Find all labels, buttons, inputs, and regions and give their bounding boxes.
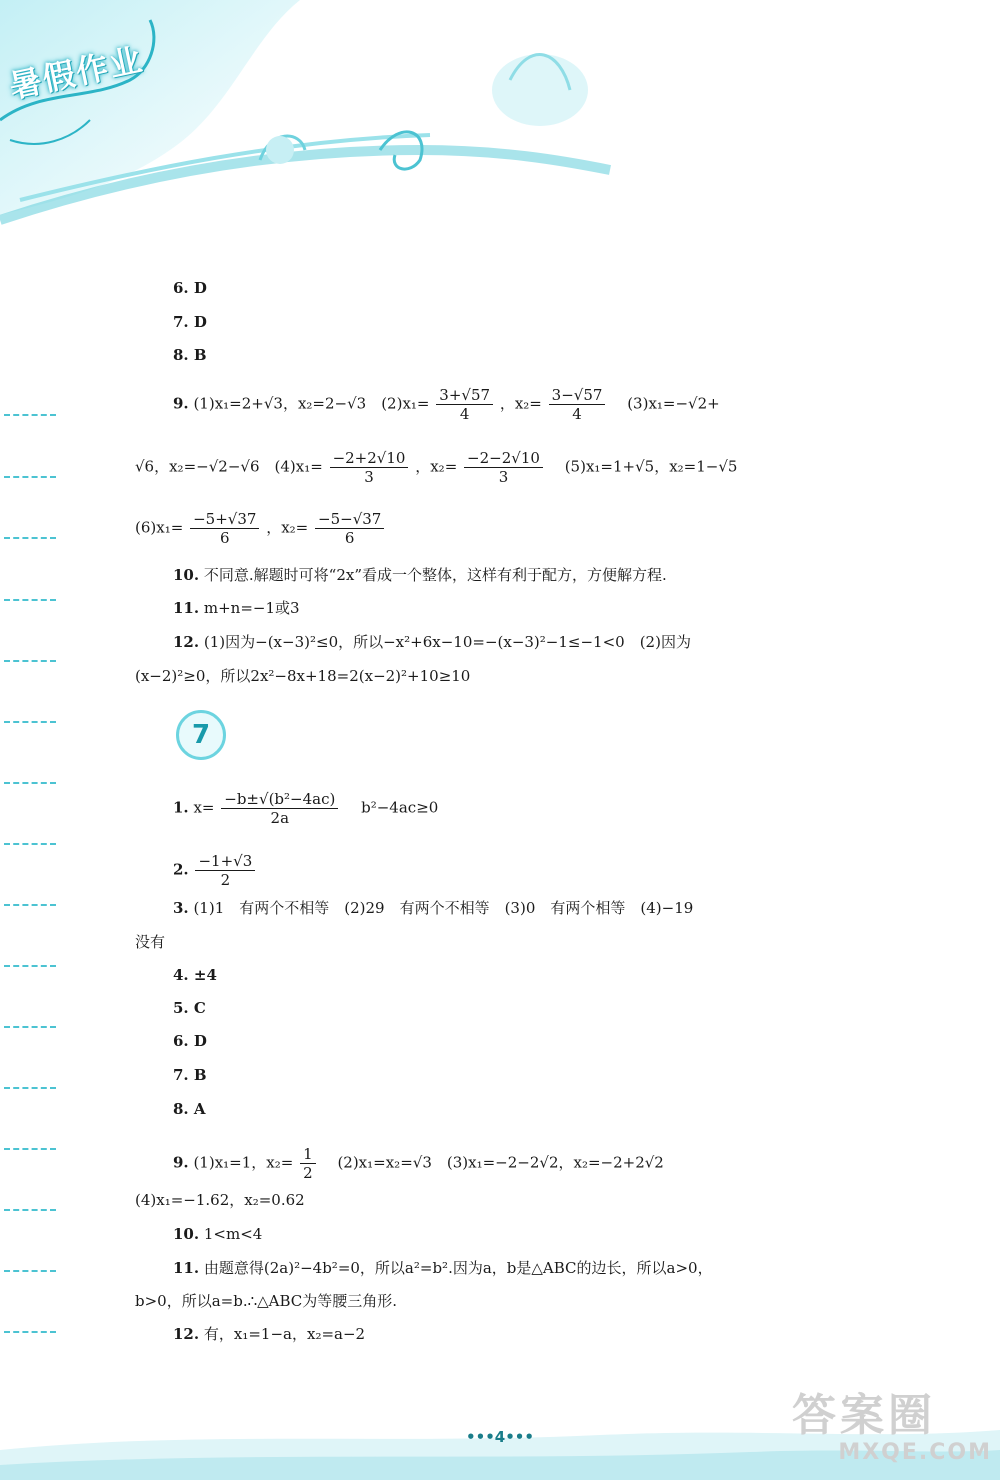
denominator: 6 xyxy=(344,529,355,547)
margin-dash xyxy=(4,1026,56,1028)
math-text: (1)x₁=2+√3，x₂=2−√3 (2)x₁= xyxy=(193,394,430,413)
answer-b3-line1 xyxy=(173,898,693,918)
fraction xyxy=(190,510,259,547)
answer-12-line2: (x−2)²≥0，所以2x²−8x+18=2(x−2)²+10≥10 xyxy=(135,667,471,685)
denominator: 2 xyxy=(220,871,231,889)
question-number: 11. xyxy=(173,599,200,617)
question-number: 11. xyxy=(173,1259,200,1277)
answer-text: m+n=−1或3 xyxy=(203,599,300,617)
answer-b8: 8. A xyxy=(173,1100,206,1118)
fraction xyxy=(464,449,543,486)
answer-b1 xyxy=(173,790,438,827)
answer-b10 xyxy=(173,1224,262,1244)
denominator: 3 xyxy=(498,468,509,486)
watermark-logo: 答案圈 xyxy=(792,1390,936,1441)
answer-text: 1<m<4 xyxy=(203,1225,263,1243)
answer-b4: 4. ±4 xyxy=(173,966,217,984)
math-text: ，x₂= xyxy=(415,457,458,476)
math-text: (5)x₁=1+√5，x₂=1−√5 xyxy=(549,457,738,476)
answer-8: 8. B xyxy=(173,346,207,364)
question-number: 10. xyxy=(173,1225,200,1243)
numerator: −2−2√10 xyxy=(464,449,543,468)
numerator: 3+√57 xyxy=(436,386,493,405)
margin-dash xyxy=(4,1148,56,1150)
math-text: b²−4ac≥0 xyxy=(361,798,439,817)
fraction xyxy=(315,510,384,547)
fraction xyxy=(330,449,409,486)
answer-b12 xyxy=(173,1324,365,1344)
answer-b9-line2: (4)x₁=−1.62，x₂=0.62 xyxy=(135,1191,305,1209)
answer-text: 有，x₁=1−a，x₂=a−2 xyxy=(203,1325,366,1343)
math-text: (1)x₁=1，x₂= xyxy=(193,1153,294,1172)
section-number-badge: 7 xyxy=(176,710,226,760)
margin-dash xyxy=(4,1331,56,1333)
margin-dash xyxy=(4,476,56,478)
margin-dash xyxy=(4,843,56,845)
question-number: 9. xyxy=(173,394,189,413)
margin-dash xyxy=(4,599,56,601)
answer-9-line3 xyxy=(135,510,386,547)
denominator: 3 xyxy=(364,468,374,486)
answer-text: 不同意.解题时可将“2x”看成一个整体，这样有利于配方，方便解方程. xyxy=(203,566,667,584)
answer-11 xyxy=(173,598,300,618)
margin-dash xyxy=(4,537,56,539)
question-number: 1. xyxy=(173,798,189,817)
answer-b5: 5. C xyxy=(173,999,206,1017)
denominator: 6 xyxy=(219,529,230,547)
header-banner xyxy=(0,0,620,230)
answer-b11-line1 xyxy=(173,1258,713,1278)
answer-text: (1)1 有两个不相等 (2)29 有两个不相等 (3)0 有两个相等 (4)−19 xyxy=(193,899,694,917)
answer-text: (1)因为−(x−3)²≤0，所以−x²+6x−10=−(x−3)²−1≤−1<0 (2)因为 xyxy=(203,633,691,651)
math-text: √6，x₂=−√2−√6 (4)x₁= xyxy=(135,457,323,476)
math-text: x= xyxy=(193,798,215,817)
fraction xyxy=(549,386,606,423)
margin-dash xyxy=(4,721,56,723)
page-number: •••4••• xyxy=(466,1428,534,1446)
answer-6: 6. D xyxy=(173,279,207,297)
fraction xyxy=(195,852,255,889)
question-number: 12. xyxy=(173,633,200,651)
margin-dash xyxy=(4,660,56,662)
answer-10 xyxy=(173,565,667,585)
numerator: 1 xyxy=(300,1145,316,1164)
denominator: 2a xyxy=(270,809,290,827)
question-number: 10. xyxy=(173,566,200,584)
numerator: −5+√37 xyxy=(190,510,259,529)
answer-9-line1 xyxy=(173,386,720,423)
margin-dash xyxy=(4,965,56,967)
banner-title: 暑假作业 xyxy=(5,40,147,106)
fraction xyxy=(221,790,338,827)
denominator: 2 xyxy=(303,1164,313,1182)
margin-dash xyxy=(4,1087,56,1089)
answer-b7: 7. B xyxy=(173,1066,207,1084)
numerator: 3−√57 xyxy=(549,386,606,405)
numerator: −2+2√10 xyxy=(330,449,409,468)
numerator: −1+√3 xyxy=(195,852,255,871)
answer-9-line2 xyxy=(135,449,737,486)
floral-decoration xyxy=(0,0,620,230)
answer-b6: 6. D xyxy=(173,1032,207,1050)
question-number: 12. xyxy=(173,1325,200,1343)
answer-b2 xyxy=(173,852,257,889)
margin-dash xyxy=(4,1270,56,1272)
math-text: ，x₂= xyxy=(266,518,309,537)
answer-b11-line2: b>0，所以a=b.∴△ABC为等腰三角形. xyxy=(135,1292,398,1310)
denominator: 4 xyxy=(459,405,470,423)
math-text: (3)x₁=−√2+ xyxy=(612,394,720,413)
math-text: (2)x₁=x₂=√3 (3)x₁=−2−2√2，x₂=−2+2√2 xyxy=(322,1153,664,1172)
margin-dash xyxy=(4,1209,56,1211)
math-text: ，x₂= xyxy=(499,394,542,413)
question-number: 9. xyxy=(173,1153,189,1172)
margin-dash xyxy=(4,782,56,784)
question-number: 2. xyxy=(173,860,189,879)
answer-b3-line2: 没有 xyxy=(135,933,166,951)
fraction xyxy=(300,1145,316,1182)
question-number: 3. xyxy=(173,899,189,917)
denominator: 4 xyxy=(572,405,582,423)
numerator: −b±√(b²−4ac) xyxy=(221,790,338,809)
answer-b9-line1 xyxy=(173,1145,664,1182)
fraction xyxy=(436,386,493,423)
margin-dash xyxy=(4,414,56,416)
answer-12-line1 xyxy=(173,632,691,652)
watermark-url: MXQE.COM xyxy=(838,1440,992,1465)
numerator: −5−√37 xyxy=(315,510,384,529)
answer-text: 由题意得(2a)²−4b²=0，所以a²=b².因为a，b是△ABC的边长，所以a>0， xyxy=(203,1259,713,1277)
answer-7: 7. D xyxy=(173,313,207,331)
site-watermark xyxy=(792,1392,992,1465)
margin-dash xyxy=(4,904,56,906)
math-text: (6)x₁= xyxy=(135,518,184,537)
